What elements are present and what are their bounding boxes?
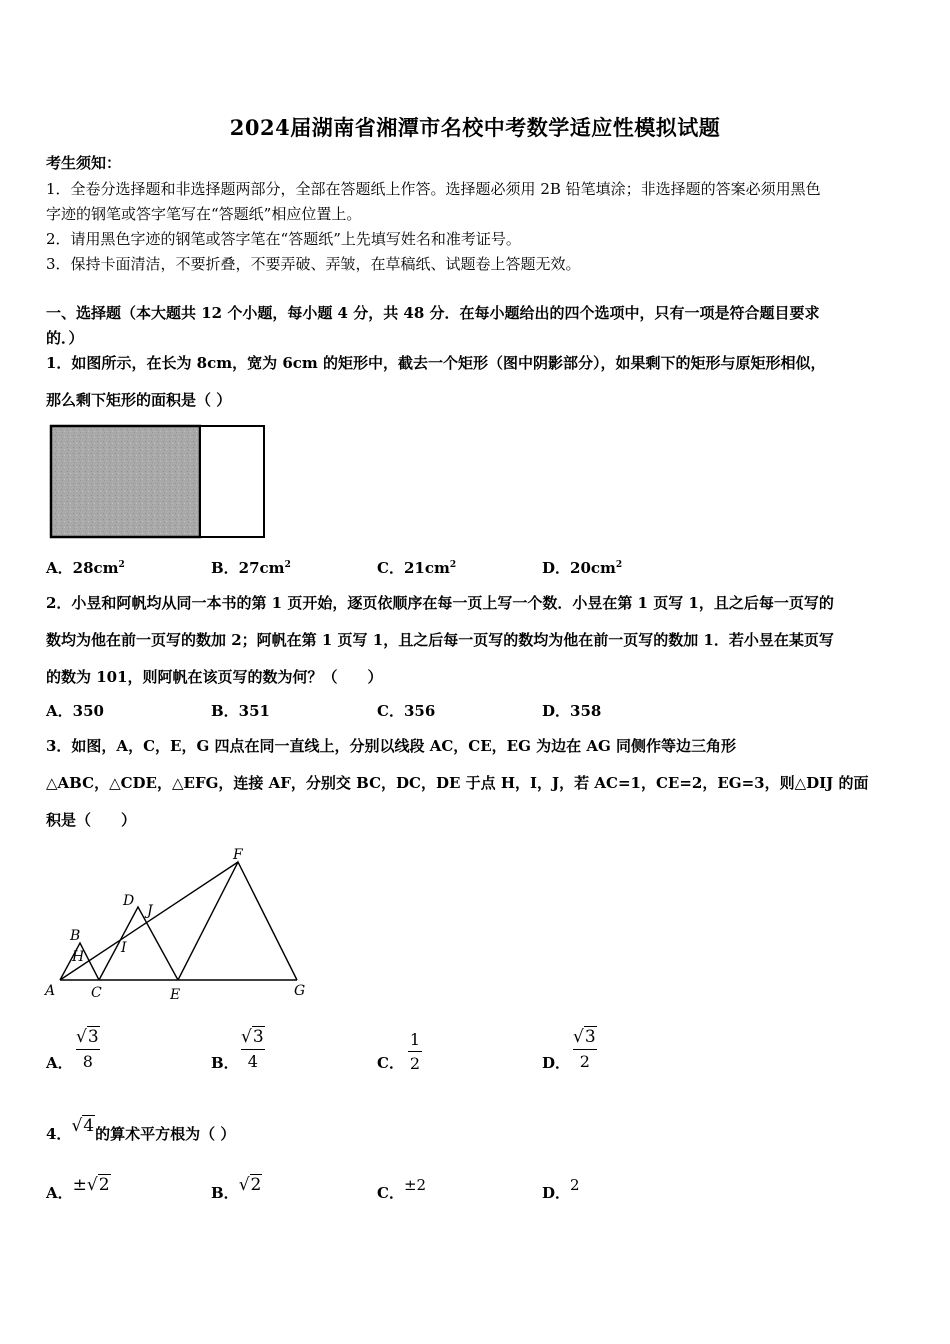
q3-triangle-figure [40,845,315,1005]
q3-option-d-letter: D． [542,1054,571,1072]
q2-text-line1: 2．小昱和阿帆均从同一本书的第 1 页开始，逐页依顺序在每一页上写一个数．小昱在第 1 页写 1，且之后每一页写的 [46,594,834,612]
q4-option-b: B．√2 [211,1175,262,1202]
page-title: 2024届湖南省湘潭市名校中考数学适应性模拟试题 [229,115,721,140]
q2-option-a: A．350 [46,702,104,720]
q3-label-b: B [70,928,81,944]
q3-label-h: H [72,949,85,965]
q2-option-b: B．351 [211,702,270,720]
q1-shaded-rectangle [51,426,200,537]
q3-line-af [60,862,238,980]
q4-text: 4．√4的算术平方根为（ ） [46,1116,236,1143]
q1-option-d: D．$20cm^2$ [542,559,623,577]
q1-text-line1: 1．如图所示，在长为 8cm，宽为 6cm 的矩形中，截去一个矩形（图中阴影部分），如果剩下的矩形与原矩形相似， [46,354,826,372]
q3-label-a: A [45,983,56,999]
q1-option-c: C．$21cm^2$ [377,559,457,577]
q3-option-a-fraction: √3 8 [76,1027,99,1071]
q3-label-j: J [147,903,153,919]
q1-option-b: B．$27cm^2$ [211,559,291,577]
q1-rectangle-figure [48,422,273,542]
q3-text-line3: 积是（ ） [46,811,137,829]
q1-option-a: A．$28cm^2$ [46,559,125,577]
q3-triangle-cde [99,907,178,980]
q3-option-b-fraction: √3 4 [241,1027,264,1071]
q3-label-i: I [121,940,127,956]
q2-option-d: D．358 [542,702,602,720]
q4-option-c: C．±2 [377,1176,427,1202]
q3-label-f: F [233,847,243,863]
section-heading: 一、选择题（本大题共 12 个小题，每小题 4 分，共 48 分．在每小题给出的四个选项中，只有一项是符合题目要求 [46,304,820,322]
notice-item-1: 1．全卷分选择题和非选择题两部分，全部在答题纸上作答。选择题必须用 2B 铅笔填涂；非选择题的答案必须用黑色 [46,180,821,198]
q2-option-c: C．356 [377,702,436,720]
q2-text-line3: 的数为 101，则阿帆在该页写的数为何？（ ） [46,668,383,686]
q3-text-line2: △ABC，△CDE，△EFG，连接 AF，分别交 BC，DC，DE 于点 H，I，J，若 AC=1，CE=2，EG=3，则△DIJ 的面 [46,774,869,792]
q2-text-line2: 数均为他在前一页写的数加 2；阿帆在第 1 页写 1，且之后每一页写的数均为他在前一页写的数加 1．若小昱在某页写 [46,631,834,649]
q3-option-d-fraction: √3 2 [573,1027,596,1071]
q3-option-b-letter: B． [211,1054,239,1072]
q3-label-c: C [91,985,102,1001]
q3-label-g: G [294,983,306,999]
q4-option-a: A．±√2 [46,1175,110,1202]
q4-option-d: D．2 [542,1176,580,1202]
q1-text-line2: 那么剩下矩形的面积是（ ） [46,391,232,409]
q3-text-line1: 3．如图，A，C，E，G 四点在同一直线上，分别以线段 AC，CE，EG 为边在 AG 同侧作等边三角形 [46,737,737,755]
q3-triangle-efg [178,862,297,980]
q3-label-d: D [123,893,135,909]
q1-remaining-rectangle [200,426,264,537]
notice-item-3: 3．保持卡面清洁，不要折叠，不要弄破、弄皱，在草稿纸、试题卷上答题无效。 [46,255,581,273]
section-heading-cont: 的．） [46,329,84,347]
q3-option-a-letter: A． [46,1054,73,1072]
notice-item-1-cont: 字迹的钢笔或答字笔写在“答题纸”相应位置上。 [46,205,362,223]
q3-option-c-fraction: 1 2 [409,1030,421,1073]
notice-heading: 考生须知： [46,154,122,172]
q3-option-c-letter: C． [377,1054,404,1072]
notice-item-2: 2．请用黑色字迹的钢笔或答字笔在“答题纸”上先填写姓名和准考证号。 [46,230,521,248]
q3-label-e: E [170,987,181,1003]
